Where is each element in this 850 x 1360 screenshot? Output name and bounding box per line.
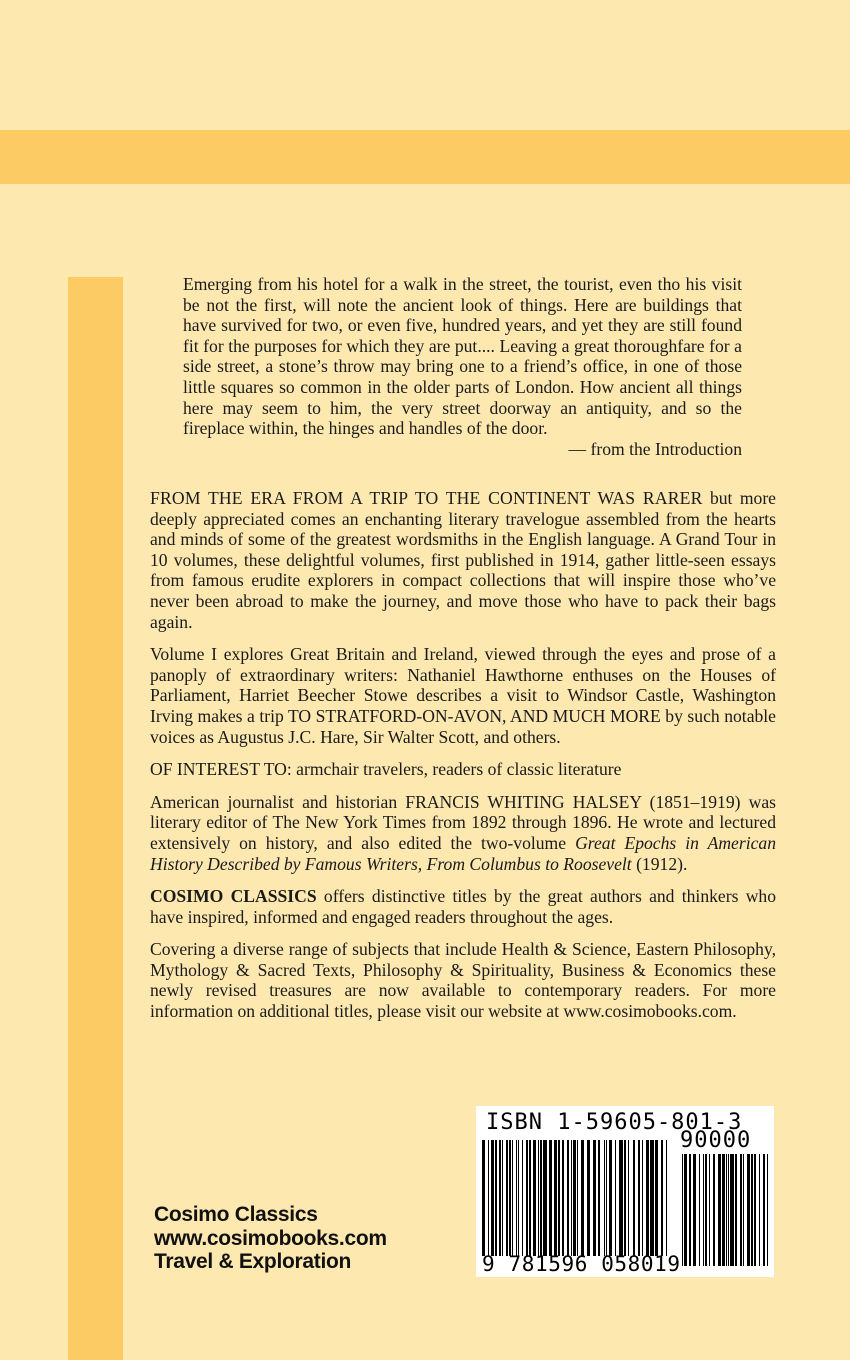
price-code-text: 90000 (680, 1128, 752, 1153)
barcode-bar (529, 1140, 531, 1256)
barcode-bar (763, 1154, 765, 1266)
interest-paragraph (150, 759, 776, 780)
author-intro: American journalist and historian (150, 791, 398, 812)
barcode-bar (512, 1140, 513, 1256)
barcode-main-bars (482, 1140, 668, 1256)
barcode-bar (619, 1140, 623, 1256)
author-bio: (1851–1919) was literary editor of The New York Times from 1892 through 1896. He wrote and lectured extensively on history, and also edited the two-volume (150, 791, 776, 853)
publisher-blurb-name: COSIMO CLASSICS (150, 886, 317, 907)
barcode-bar (571, 1140, 572, 1256)
publisher-website: www.cosimobooks.com (154, 1226, 387, 1250)
barcode-bar (522, 1140, 523, 1256)
barcode-bar (722, 1154, 725, 1266)
barcode-bar (518, 1140, 519, 1256)
barcode-bar (516, 1140, 517, 1256)
barcode-bar (646, 1140, 649, 1256)
barcode-bar (506, 1140, 508, 1256)
closing-paragraph: Covering a diverse range of subjects that include Health & Science, Eastern Philosophy, Mythology & Sacred Texts, Philosophy & Spirituality, Business & Economics these newly revised treasures are now available to contemporary readers. For more information on additional titles, please visit our website at www.cosimobooks.com. (150, 939, 776, 1022)
barcode-bar (624, 1140, 626, 1256)
publisher-block (154, 1203, 387, 1274)
barcode-bar (642, 1140, 643, 1256)
barcode-bar (573, 1140, 576, 1256)
barcode-bar (682, 1154, 683, 1266)
barcode-bar (705, 1154, 707, 1266)
barcode-bar (650, 1140, 654, 1256)
barcode-bar (558, 1140, 560, 1256)
author-book-year: (1912). (636, 853, 688, 874)
barcode-bar (684, 1154, 687, 1266)
barcode-bar (482, 1140, 485, 1256)
barcode-bar (661, 1140, 663, 1256)
lead-caps: FROM THE ERA FROM A TRIP TO THE CONTINENT WAS RARER (150, 488, 703, 508)
barcode-bar (751, 1154, 753, 1266)
barcode-bar (703, 1154, 704, 1266)
barcode-bar (562, 1140, 564, 1256)
lead-rest: but more deeply appreciated comes an enchanting literary travelogue assembled from the hearts and minds of some of the greatest wordsmiths in the English language. A Grand Tour in 10 volumes, these delightful volumes, first published in 1914, gather little-seen essays from famous erudite explorers in compact collections that will inspire those who’ve never been abroad to make the journey, and move those who have to pack their bags again. (150, 488, 776, 632)
barcode-bar (509, 1140, 511, 1256)
barcode-bar (577, 1140, 578, 1256)
barcode-bar (604, 1140, 605, 1256)
publisher-blurb-text: offers distinctive titles by the great authors and thinkers who have inspired, informed and engaged readers throughout the ages. (150, 886, 776, 927)
barcode-bar (735, 1154, 737, 1266)
barcode-bar (633, 1140, 635, 1256)
barcode-bar (666, 1140, 667, 1256)
author-book-title: Great Epochs in American History Described by Famous Writers, From Columbus to Roosevelt (150, 832, 776, 874)
barcode-bar (713, 1154, 715, 1266)
barcode-bar (767, 1154, 768, 1266)
author-name: FRANCIS WHITING HALSEY (405, 791, 642, 812)
barcode-bar (726, 1154, 727, 1266)
isbn-text: ISBN 1-59605-801-3 (486, 1110, 743, 1135)
barcode-bar (689, 1154, 691, 1266)
barcode-bar (598, 1140, 600, 1256)
side-accent-bar (68, 277, 123, 1360)
barcode-bar (709, 1154, 710, 1266)
barcode-bar (538, 1140, 539, 1256)
barcode-bar (502, 1140, 503, 1256)
barcode-bar (730, 1154, 734, 1266)
barcode-bar (540, 1140, 542, 1256)
barcode-bar (549, 1140, 552, 1256)
quote-text: Emerging from his hotel for a walk in the street, the tourist, even tho his visit be not the first, will note the ancient look of things. Here are buildings that have survived for two, or even five, hundred years, and yet they are still found fit for the purposes for which they are put.... Leaving a great thoroughfare for a side street, a stone’s throw may bring one to a friend’s office, in one of those little squares so common in the older parts of London. How ancient all things here may seem to him, the very street doorway an antiquity, and so the fireplace within, the hinges and handles of the door. (183, 274, 742, 439)
barcode-bar (499, 1140, 501, 1256)
barcode-bar (740, 1154, 742, 1266)
intro-quote (183, 274, 742, 459)
barcode-bar (526, 1140, 528, 1256)
barcode-bar (567, 1140, 569, 1256)
barcode-bar (693, 1154, 696, 1266)
barcode-bar (628, 1140, 629, 1256)
barcode-bar (747, 1154, 750, 1266)
publisher-category: Travel & Exploration (154, 1250, 352, 1273)
barcode-bar (543, 1140, 547, 1256)
top-color-band (0, 130, 850, 184)
interest-text: armchair travelers, readers of classic literature (296, 759, 622, 780)
barcode-box (476, 1106, 774, 1277)
publisher-imprint: Cosimo Classics (154, 1203, 318, 1226)
barcode-bar (754, 1154, 756, 1266)
interest-label: OF INTEREST TO: (150, 759, 292, 780)
ean-text: 9 781596 058019 (482, 1252, 681, 1276)
barcode-bar (655, 1140, 658, 1256)
barcode-bar (638, 1140, 640, 1256)
description-body (150, 488, 776, 1034)
barcode-bar (743, 1154, 744, 1266)
barcode-bar (533, 1140, 536, 1256)
barcode-bar (759, 1154, 760, 1266)
barcode-bar (587, 1140, 590, 1256)
barcode-bar (728, 1154, 729, 1266)
author-paragraph (150, 792, 776, 874)
barcode-addon-bars (682, 1154, 768, 1266)
barcode-bar (609, 1140, 612, 1256)
barcode-bar (593, 1140, 596, 1256)
barcode-bar (699, 1154, 700, 1266)
volume-paragraph: Volume I explores Great Britain and Ireland, viewed through the eyes and prose of a panoply of extraordinary writers: Nathaniel Hawthorne enthuses on the Houses of Parliament, Harriet Beecher Stowe describes a visit to Windsor Castle, Washington Irving makes a trip TO STRATFORD-ON-AVON, AND MUCH MORE by such notable voices as Augustus J.C. Hare, Sir Walter Scott, and others. (150, 644, 776, 747)
barcode-bar (554, 1140, 557, 1256)
publisher-blurb-paragraph (150, 886, 776, 927)
barcode-bar (615, 1140, 616, 1256)
barcode-bar (718, 1154, 721, 1266)
barcode-bar (488, 1140, 489, 1256)
barcode-bar (491, 1140, 494, 1256)
barcode-bar (606, 1140, 607, 1256)
quote-attribution: — from the Introduction (568, 438, 742, 459)
barcode-bar (581, 1140, 584, 1256)
barcode-bar (495, 1140, 497, 1256)
description-paragraph (150, 488, 776, 632)
